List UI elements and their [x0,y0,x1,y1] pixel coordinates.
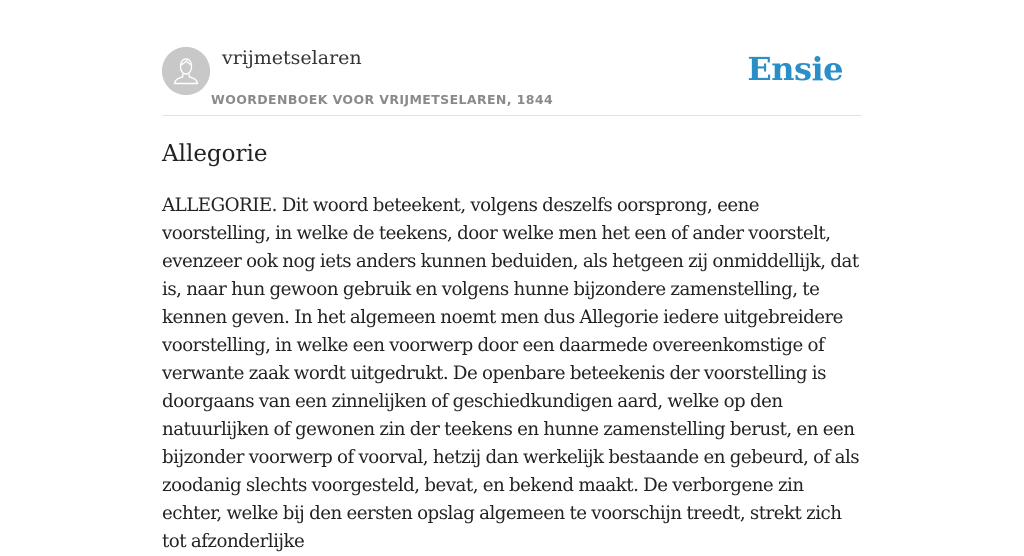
avatar[interactable] [162,47,210,95]
ensie-logo[interactable]: Ensie [747,50,843,88]
article-header [162,46,862,116]
article-title: Allegorie [162,141,268,167]
author-name[interactable]: vrijmetselaren [222,47,362,69]
source-label[interactable]: WOORDENBOEK VOOR VRIJMETSELAREN, 1844 [211,92,554,107]
user-silhouette-icon [162,47,210,95]
article-body: ALLEGORIE. Dit woord beteekent, volgens deszelfs oorsprong, eene voorstelling, in welke de teekens, door welke men het een of ander voorstelt, evenzeer ook nog iets anders kunnen beduiden, als hetgeen zij onmiddellijk, dat is, naar hun gewoon gebruik en volgens hunne bijzondere zamenstelling, te kennen geven. In het algemeen noemt men dus Allegorie iedere uitgebreidere voorstelling, in welke een voorwerp door een daarmede overeenkomstige of verwante zaak wordt uitgedrukt. De openbare beteekenis der voorstelling is doorgaans van een zinnelijken of geschiedkundigen aard, welke op den natuurlijken of gewonen zin der teekens en hunne zamenstelling berust, en een bijzonder voorwerp of voorval, hetzij dan werkelijk bestaande en gebeurd, of als zoodanig slechts voorgesteld, bevat, en bekend maakt. De verborgene zin echter, welke bij den eersten opslag algemeen te voorschijn treedt, strekt zich tot afzonderlijke [162,195,860,552]
